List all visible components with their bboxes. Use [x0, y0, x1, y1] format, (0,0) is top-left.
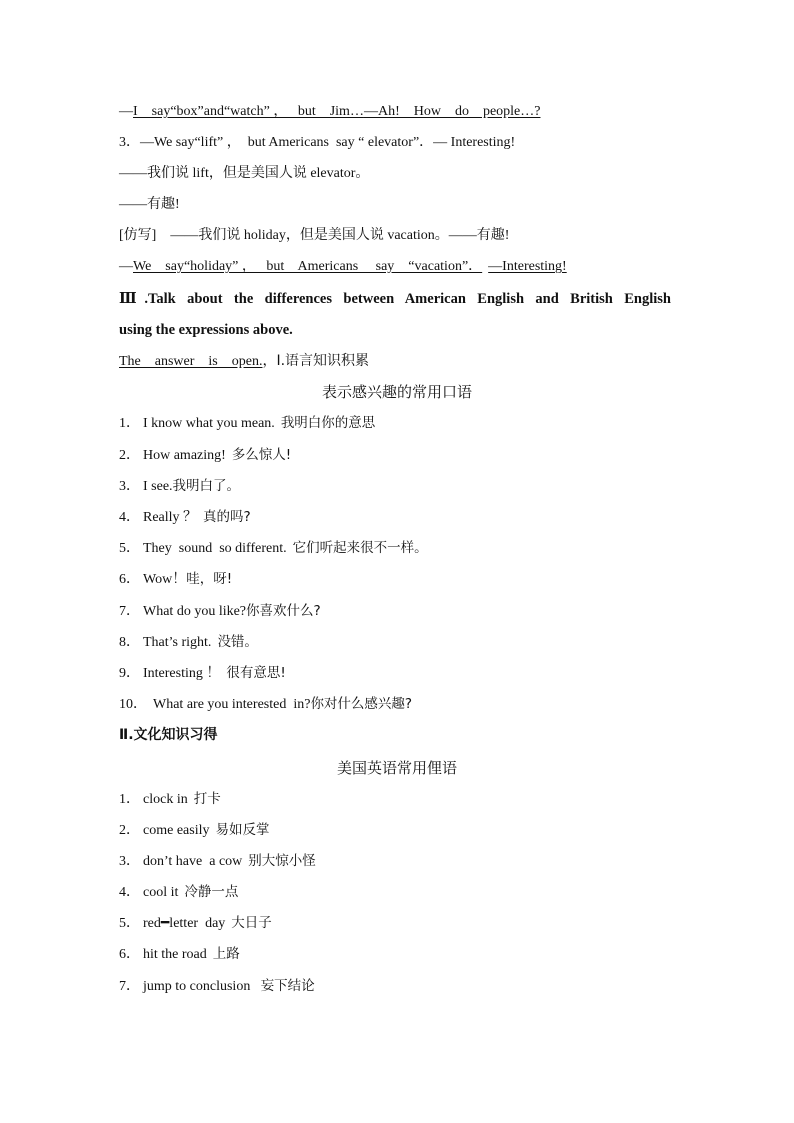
item-number: 3．: [119, 479, 140, 494]
list-item: [119, 882, 679, 903]
item-number: 5．: [119, 916, 140, 931]
list-item: [119, 694, 679, 715]
item-number: 8．: [119, 635, 140, 650]
item-chinese: 大日子: [231, 915, 272, 931]
item-chinese: 别大惊小怪: [248, 853, 316, 869]
item-chinese: 打卡: [193, 791, 221, 807]
item-english: come easily: [143, 823, 210, 838]
item-english: jump to conclusion: [143, 979, 251, 994]
list-item: [119, 569, 679, 590]
item-english: That’s right.: [143, 635, 212, 650]
list-item: [119, 413, 679, 434]
list-item: [119, 663, 679, 684]
item-number: 3．: [119, 854, 140, 869]
imitate-answer-part2: —Interesting!: [488, 259, 567, 274]
section1-heading: Ⅰ.语言知识积累: [276, 353, 370, 369]
dialog-line: [119, 102, 679, 122]
item-english: red━letter day: [143, 916, 226, 931]
item-chinese: 没错。: [217, 634, 258, 650]
chinese-line-2: ——有趣!: [119, 197, 180, 212]
item-chinese: 易如反掌: [215, 822, 270, 838]
item-english: Interesting ！: [143, 666, 221, 681]
list-item: [119, 851, 679, 872]
list-item: [119, 789, 679, 810]
item-chinese: 上路: [212, 946, 240, 962]
dialog-part1: I say“box”and“watch” ， but Jim…: [133, 104, 364, 119]
answer-separator: ，: [262, 354, 277, 369]
task3-line2: using the expressions above.: [119, 322, 293, 338]
list-item: [119, 913, 679, 934]
item-number: 7．: [119, 604, 140, 619]
item-number: 6．: [119, 947, 140, 962]
section2-title: 美国英语常用俚语: [336, 759, 457, 777]
item-number: 2．: [119, 823, 140, 838]
item-chinese: 冷静一点: [184, 884, 239, 900]
item-chinese: 你喜欢什么?: [246, 603, 321, 619]
item-english: Really ？: [143, 510, 198, 525]
answer-line: [119, 351, 679, 372]
list-item: [119, 476, 679, 497]
chinese-line-1: ——我们说 lift，但是美国人说 elevator。: [119, 166, 370, 181]
item-english: cool it: [143, 885, 179, 900]
section1-title: 表示感兴趣的常用口语: [321, 383, 472, 401]
list-item: [119, 601, 679, 622]
imitate-answer-line: [119, 257, 679, 277]
item-english: What do you like?: [143, 604, 247, 619]
item-number: 7．: [119, 979, 140, 994]
imitate-label: [仿写]: [119, 228, 157, 243]
item-number: 1．: [119, 792, 140, 807]
item-english: I see.: [143, 479, 173, 494]
imitate-text: ——我们说 holiday，但是美国人说 vacation。——有趣!: [170, 228, 510, 243]
item-chinese: 它们听起来很不一样。: [292, 540, 428, 556]
item-number: 4．: [119, 885, 140, 900]
section2-heading: Ⅱ.文化知识习得: [119, 727, 218, 743]
item-chinese: 哇，呀!: [186, 571, 233, 587]
item-chinese: 多么惊人!: [231, 447, 292, 463]
dialog-part2: —Ah! How do people…?: [363, 104, 541, 119]
item-number: 4．: [119, 510, 140, 525]
list-item: [119, 507, 679, 528]
item-chinese: 你对什么感兴趣?: [310, 696, 413, 712]
imitate-line: [119, 226, 679, 246]
item-number: 9．: [119, 666, 140, 681]
item-number: 10．: [119, 697, 147, 712]
list-item: [119, 820, 679, 841]
item-english: clock in: [143, 792, 188, 807]
item-number: 6．: [119, 572, 140, 587]
list-item: [119, 445, 679, 466]
item-chinese: 很有意思!: [226, 665, 286, 681]
imitate-answer-dash: —: [119, 259, 133, 274]
item-english: don’t have a cow: [143, 854, 243, 869]
list-item: [119, 944, 679, 965]
item-number: 1．: [119, 416, 140, 431]
list-item: [119, 632, 679, 653]
item-chinese: 妄下结论: [256, 978, 315, 994]
item-english: What are you interested in?: [153, 697, 311, 712]
item-english: How amazing!: [143, 448, 226, 463]
item-english: They sound so different.: [143, 541, 287, 556]
answer-text: The answer is open.: [119, 354, 263, 369]
dialog-dash: —: [119, 104, 133, 119]
item-english: I know what you mean.: [143, 416, 275, 431]
item-chinese: 真的吗?: [203, 509, 251, 525]
list-item: [119, 976, 679, 997]
list-item: [119, 538, 679, 559]
item-english: hit the road: [143, 947, 207, 962]
item-english: Wow！: [143, 572, 187, 587]
item-chinese: 我明白了。: [172, 478, 241, 494]
item3-line: 3．—We say“lift” ， but Americans say “ elevator”．— Interesting!: [119, 135, 516, 150]
imitate-answer-part1: We say“holiday” ， but Americans say “vacation”．: [133, 259, 483, 274]
task3-line1: Ⅲ.Talk about the differences between American English and British English: [119, 291, 671, 307]
item-number: 5．: [119, 541, 140, 556]
item-chinese: 我明白你的意思: [280, 415, 376, 431]
item-number: 2．: [119, 448, 140, 463]
